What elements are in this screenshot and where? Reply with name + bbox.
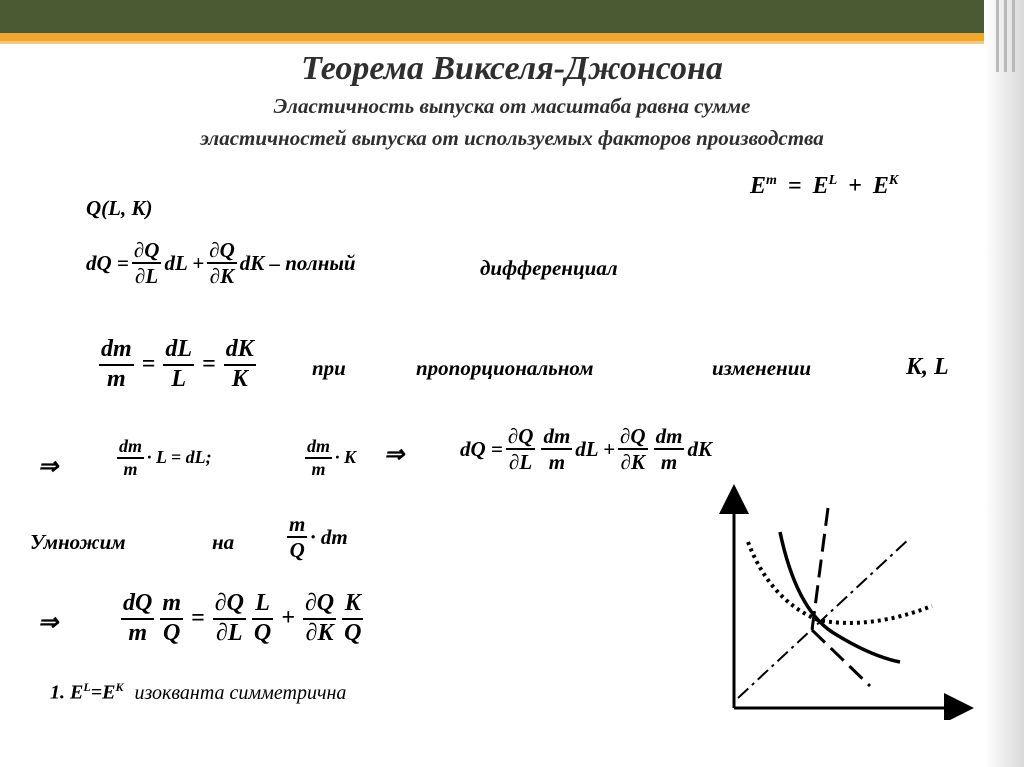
proportional-word-proportional: пропорциональном: [416, 356, 594, 380]
proportional-change-formula: $\frac{dm}{m}$ = $\frac{dL}{L}$ = $\frac{dK}{K}$: [101, 336, 254, 392]
final-elasticity-formula: $\frac{dQ}{m}$ $\frac{m}{Q}$ = $\frac{\partial Q}{\partial L}$ $\frac{L}{Q}$ + $\frac{\partial Q}{\partial K}$ $\frac{K}{Q}$: [123, 590, 362, 646]
symmetry-note: 1. $E^L=E^K$ изокванта симметрична: [50, 680, 347, 704]
dashed-line: [812, 508, 828, 630]
header-accent-line: [0, 41, 1024, 44]
dotted-isoquant: [748, 542, 932, 623]
implication-dl-formula: $\frac{dm}{m}$ · L = dL;: [119, 436, 212, 479]
multiply-word: Умножим: [30, 530, 126, 554]
multiply-factor-formula: $\frac{m}{Q}$ · dm: [289, 512, 348, 563]
slide-subtitle-line2: эластичностей выпуска от используемых факторов производства: [200, 126, 824, 150]
proportional-word-change: изменении: [712, 356, 812, 380]
isoquant-diagram: [700, 480, 980, 720]
total-differential-word: дифференциал: [480, 256, 618, 280]
elasticity-sum-formula: $E^m = E^L + E^K$: [750, 173, 899, 199]
implication-dk-formula: $\frac{dm}{m}$ · K: [307, 436, 357, 479]
production-function: Q(L, K): [86, 196, 153, 220]
multiply-on-word: на: [212, 530, 235, 554]
total-differential-formula: dQ = $\frac{\partial Q}{\partial L}$ dL + $\frac{\partial Q}{\partial K}$ dK – полный: [86, 238, 356, 289]
header-bar: [0, 0, 1024, 33]
proportional-word-pri: при: [312, 356, 346, 380]
proportional-variables: K, L: [906, 354, 949, 380]
scale-ray: [738, 538, 910, 698]
header-accent-stripe: [0, 33, 1024, 41]
implies-symbol: ⇒: [38, 610, 59, 636]
slide-subtitle-line1: Эластичность выпуска от масштаба равна сумме: [273, 94, 751, 118]
implication-dq-formula: dQ = $\frac{\partial Q}{\partial L}$ $\frac{dm}{m}$ dL + $\frac{\partial Q}{\partial K}$ $\frac{dm}{m}$ dK: [460, 424, 712, 475]
slide-title: Теорема Викселя-Джонсона: [301, 50, 723, 87]
implies-symbol: ⇒: [38, 454, 59, 480]
implies-symbol: ⇒: [384, 442, 405, 468]
